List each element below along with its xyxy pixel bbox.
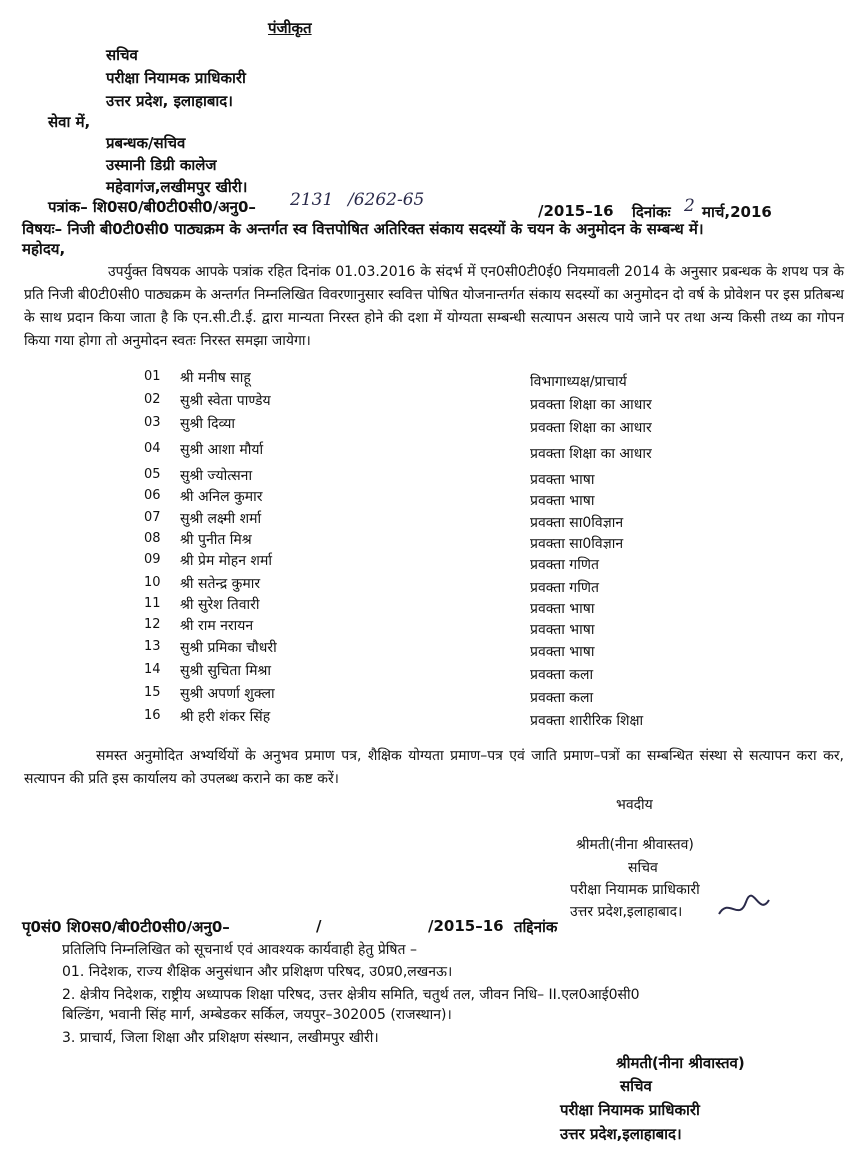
- faculty-name: सुश्री सुचिता मिश्रा: [180, 663, 272, 679]
- faculty-designation: प्रवक्ता शिक्षा का आधार: [530, 446, 652, 462]
- sender-title: सचिव: [106, 46, 138, 64]
- faculty-designation: प्रवक्ता कला: [530, 667, 594, 683]
- faculty-name: श्री मनीष साहू: [180, 370, 251, 386]
- copy-intro: प्रतिलिपि निम्नलिखित को सूचनार्थ एवं आवश्यक कार्यवाही हेतु प्रेषित –: [62, 942, 417, 958]
- copy-item: बिल्डिंग, भवानी सिंह मार्ग, अम्बेडकर सर्किल, जयपुर–302005 (राजस्थान)।: [62, 1007, 452, 1023]
- faculty-serial: 06: [144, 488, 161, 503]
- faculty-serial: 08: [144, 531, 161, 546]
- faculty-serial: 10: [144, 575, 161, 590]
- faculty-serial: 09: [144, 552, 161, 567]
- faculty-serial: 13: [144, 639, 161, 654]
- date-label: दिनांकः: [632, 203, 671, 221]
- copy-item: 2. क्षेत्रीय निदेशक, राष्ट्रीय अध्यापक शिक्षा परिषद, उत्तर क्षेत्रीय समिति, चतुर्थ तल, जीवन निधि– II.एल0आई0सी0: [62, 987, 640, 1003]
- faculty-name: श्री सतेन्द्र कुमार: [180, 576, 261, 592]
- signatory-office: परीक्षा नियामक प्राधिकारी: [570, 882, 700, 898]
- recipient-address: महेवागंज,लखीमपुर खीरी।: [106, 178, 248, 196]
- patrank-label: पत्रांक– शि0स0/बी0टी0सी0/अनु0–: [48, 198, 256, 216]
- faculty-designation: प्रवक्ता भाषा: [530, 622, 595, 638]
- faculty-designation: प्रवक्ता शारीरिक शिक्षा: [530, 713, 644, 729]
- subject-line: [22, 219, 844, 239]
- faculty-name: सुश्री अपर्णा शुक्ला: [180, 686, 275, 702]
- faculty-name: श्री अनिल कुमार: [180, 489, 263, 505]
- handwritten-number-2: /6262-65: [348, 190, 425, 210]
- faculty-name: सुश्री स्वेता पाण्डेय: [180, 393, 271, 409]
- recipient-college: उस्मानी डिग्री कालेज: [106, 156, 217, 174]
- signatory-2-place: उत्तर प्रदेश,इलाहाबाद।: [560, 1125, 682, 1143]
- faculty-serial: 04: [144, 441, 161, 456]
- signatory-title: सचिव: [628, 860, 658, 876]
- closing-paragraph: समस्त अनुमोदित अभ्यर्थियों के अनुभव प्रमाण पत्र, शैक्षिक योग्यता प्रमाण–पत्र एवं जाति प्रमाण–पत्रों का सम्बन्धित संस्था से सत्यापन करा कर, सत्यापन की प्रति इस कार्यालय को उपलब्ध कराने का कष्ट करें।: [24, 748, 844, 787]
- copy-item: 3. प्राचार्य, जिला शिक्षा और प्रशिक्षण संस्थान, लखीमपुर खीरी।: [62, 1030, 379, 1046]
- signatory-name: श्रीमती(नीना श्रीवास्तव): [576, 837, 694, 853]
- faculty-designation: प्रवक्ता गणित: [530, 557, 599, 573]
- faculty-serial: 16: [144, 708, 161, 723]
- faculty-name: श्री सुरेश तिवारी: [180, 597, 260, 613]
- faculty-designation: प्रवक्ता भाषा: [530, 493, 595, 509]
- faculty-designation: प्रवक्ता शिक्षा का आधार: [530, 397, 652, 413]
- faculty-serial: 02: [144, 392, 161, 407]
- faculty-name: श्री पुनीत मिश्र: [180, 532, 252, 548]
- faculty-designation: प्रवक्ता सा0विज्ञान: [530, 515, 624, 531]
- signatory-2-office: परीक्षा नियामक प्राधिकारी: [560, 1101, 700, 1119]
- faculty-serial: 07: [144, 510, 161, 525]
- handwritten-number-1: 2131: [290, 190, 334, 210]
- faculty-designation: प्रवक्ता कला: [530, 690, 594, 706]
- handwritten-day: 2: [684, 196, 695, 216]
- faculty-designation: प्रवक्ता भाषा: [530, 601, 595, 617]
- signatory-2-title: सचिव: [620, 1077, 652, 1095]
- copy-ref-label: पृ0सं0 शि0स0/बी0टी0सी0/अनु0–: [22, 918, 230, 936]
- faculty-designation: प्रवक्ता गणित: [530, 580, 599, 596]
- faculty-name: सुश्री लक्ष्मी शर्मा: [180, 511, 262, 527]
- faculty-designation: प्रवक्ता शिक्षा का आधार: [530, 420, 652, 436]
- faculty-name: सुश्री ज्योत्सना: [180, 468, 253, 484]
- copy-ref-year: /2015–16: [428, 917, 504, 935]
- seva-mein: सेवा में,: [48, 113, 91, 131]
- recipient-role: प्रबन्धक/सचिव: [106, 134, 186, 152]
- faculty-serial: 01: [144, 369, 161, 384]
- faculty-designation: प्रवक्ता भाषा: [530, 644, 595, 660]
- subject-label: विषयः–: [22, 220, 63, 238]
- faculty-name: श्री हरी शंकर सिंह: [180, 709, 271, 725]
- sender-office: परीक्षा नियामक प्राधिकारी: [106, 69, 246, 87]
- body-paragraph: उपर्युक्त विषयक आपके पत्रांक रहित दिनांक 01.03.2016 के संदर्भ में एन0सी0टी0ई0 नियमावली 2014 के अनुसार प्रबन्धक के शपथ पत्र के प्रति निजी बी0टी0सी0 पाठ्यक्रम के अन्तर्गत निम्नलिखित विवरणानुसार स्ववित्त पोषित योजनान्तर्गत संकाय सदस्यों का अनुमोदन दो वर्ष के प्रोवेशन पर इस प्रतिबन्ध के साथ प्रदान किया जाता है कि एन.सी.टी.ई. द्वारा मान्यता निरस्त होने की दशा में योग्यता सम्बन्धी सत्यापन असत्य पाये जाने पर तथा अन्य किसी तथ्य का गोपन किया गया होगा तो अनुमोदन स्वतः निरस्त समझा जायेगा।: [24, 264, 844, 349]
- salutation: महोदय,: [22, 240, 66, 258]
- faculty-serial: 11: [144, 596, 161, 611]
- copy-ref-date: तद्दिनांक: [514, 918, 558, 936]
- faculty-serial: 05: [144, 467, 161, 482]
- reference-year: /2015–16: [538, 202, 614, 220]
- sender-place: उत्तर प्रदेश, इलाहाबाद।: [106, 92, 233, 110]
- date-rest: मार्च,2016: [702, 203, 772, 221]
- faculty-designation: विभागाध्यक्ष/प्राचार्य: [530, 374, 627, 390]
- subject-text: निजी बी0टी0सी0 पाठ्यक्रम के अन्तर्गत स्व वित्तपोषित अतिरिक्त संकाय सदस्यों के चयन के अनुमोदन के सम्बन्ध में।: [67, 220, 704, 238]
- faculty-name: सुश्री प्रमिका चौधरी: [180, 640, 277, 656]
- faculty-name: सुश्री आशा मौर्या: [180, 442, 264, 458]
- faculty-name: श्री राम नरायन: [180, 618, 254, 634]
- faculty-name: सुश्री दिव्या: [180, 416, 236, 432]
- copy-item: 01. निदेशक, राज्य शैक्षिक अनुसंधान और प्रशिक्षण परिषद, उ0प्र0,लखनऊ।: [62, 964, 453, 980]
- signatory-place: उत्तर प्रदेश,इलाहाबाद।: [570, 904, 683, 920]
- faculty-name: श्री प्रेम मोहन शर्मा: [180, 553, 272, 569]
- registered-label: पंजीकृत: [268, 19, 312, 37]
- faculty-serial: 15: [144, 685, 161, 700]
- faculty-serial: 03: [144, 415, 161, 430]
- signature-mark: [714, 892, 774, 924]
- faculty-serial: 12: [144, 617, 161, 632]
- faculty-serial: 14: [144, 662, 161, 677]
- signatory-2-name: श्रीमती(नीना श्रीवास्तव): [616, 1054, 745, 1072]
- valediction: भवदीय: [616, 797, 653, 813]
- faculty-designation: प्रवक्ता सा0विज्ञान: [530, 536, 624, 552]
- faculty-designation: प्रवक्ता भाषा: [530, 472, 595, 488]
- copy-ref-slash: /: [316, 917, 322, 935]
